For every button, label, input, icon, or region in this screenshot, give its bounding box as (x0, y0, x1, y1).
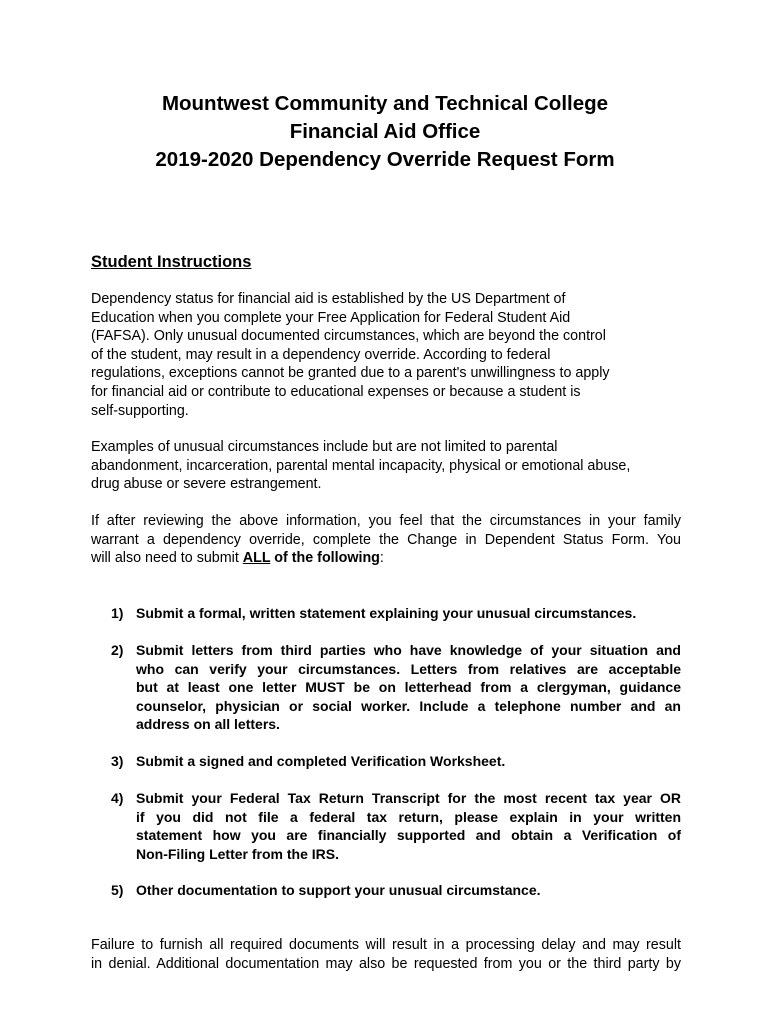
paragraph-line: warrant a dependency override, complete the Change in Dependent Status Form. You (91, 531, 681, 548)
paragraph-line: drug abuse or severe estrangement. (91, 476, 322, 493)
failure-notice-paragraph (91, 936, 681, 973)
form-name: 2019-2020 Dependency Override Request Form (155, 148, 615, 171)
office-name: Financial Aid Office (289, 120, 481, 143)
paragraph-line: (FAFSA). Only unusual documented circumstances, which are beyond the control (91, 328, 606, 345)
paragraph-line: regulations, exceptions cannot be granted due to a parent's unwillingness to apply (91, 365, 610, 382)
list-item (111, 752, 681, 771)
list-item-line: counselor, physician or social worker. Include a telephone number and an (136, 697, 681, 714)
dependency-status-paragraph (91, 290, 691, 420)
list-item (111, 641, 681, 734)
line-prefix: will also need to submit (91, 550, 243, 567)
paragraph-line: self-supporting. (91, 402, 189, 419)
paragraph-line: Education when you complete your Free Application for Federal Student Aid (91, 309, 571, 326)
examples-paragraph (91, 438, 691, 494)
list-number: 5) (111, 882, 124, 898)
list-item-text (136, 789, 681, 863)
paragraph-line: Failure to furnish all required documents will result in a processing delay and may result (91, 937, 681, 953)
list-item-text (136, 881, 681, 900)
list-item (111, 881, 681, 900)
list-item-line: Submit a formal, written statement explaining your unusual circumstances. (136, 605, 637, 621)
list-number: 3) (111, 753, 124, 769)
list-item (111, 789, 681, 863)
college-name: Mountwest Community and Technical College (161, 92, 609, 115)
list-item-line: address on all letters. (136, 716, 280, 733)
paragraph-line: abandonment, incarceration, parental mental incapacity, physical or emotional abuse, (91, 457, 631, 474)
paragraph-line (91, 549, 681, 568)
list-item-line: Submit letters from third parties who have knowledge of your situation and (136, 642, 681, 658)
list-number: 4) (111, 790, 124, 806)
list-item-line: statement how you are financially supported and obtain a Verification of (136, 827, 681, 844)
list-number: 1) (111, 605, 124, 621)
list-item-line: who can verify your circumstances. Letters from relatives are acceptable (136, 660, 681, 677)
list-item-line: if you did not file a federal tax return, please explain in your written (136, 808, 681, 825)
submit-instructions-paragraph (91, 512, 681, 568)
paragraph-line: If after reviewing the above information, you feel that the circumstances in your family (91, 513, 681, 529)
following-emphasis: of the following (270, 550, 380, 567)
list-item-line: but at least one letter MUST be on letterhead from a clergyman, guidance (136, 679, 681, 696)
paragraph-line: of the student, may result in a dependency override. According to federal (91, 346, 551, 363)
list-item-line: Non-Filing Letter from the IRS. (136, 845, 339, 862)
paragraph-line: for financial aid or contribute to educational expenses or because a student is (91, 383, 581, 400)
all-emphasis: ALL (242, 550, 271, 567)
list-item (111, 604, 681, 623)
paragraph-line: in denial. Additional documentation may also be requested from you or the third party by (91, 955, 681, 972)
list-number: 2) (111, 642, 124, 658)
list-item-line: Submit your Federal Tax Return Transcript for the most recent tax year OR (136, 790, 681, 806)
form-title (0, 90, 770, 174)
line-suffix: : (379, 550, 384, 567)
section-heading: Student Instructions (91, 253, 252, 271)
list-item-text (136, 641, 681, 734)
list-item-line: Submit a signed and completed Verification Worksheet. (136, 753, 506, 769)
list-item-line: Other documentation to support your unusual circumstance. (136, 882, 541, 898)
list-item-text (136, 604, 681, 623)
list-item-text (136, 752, 681, 771)
paragraph-line: Dependency status for financial aid is established by the US Department of (91, 291, 566, 307)
paragraph-line: Examples of unusual circumstances include but are not limited to parental (91, 439, 558, 455)
